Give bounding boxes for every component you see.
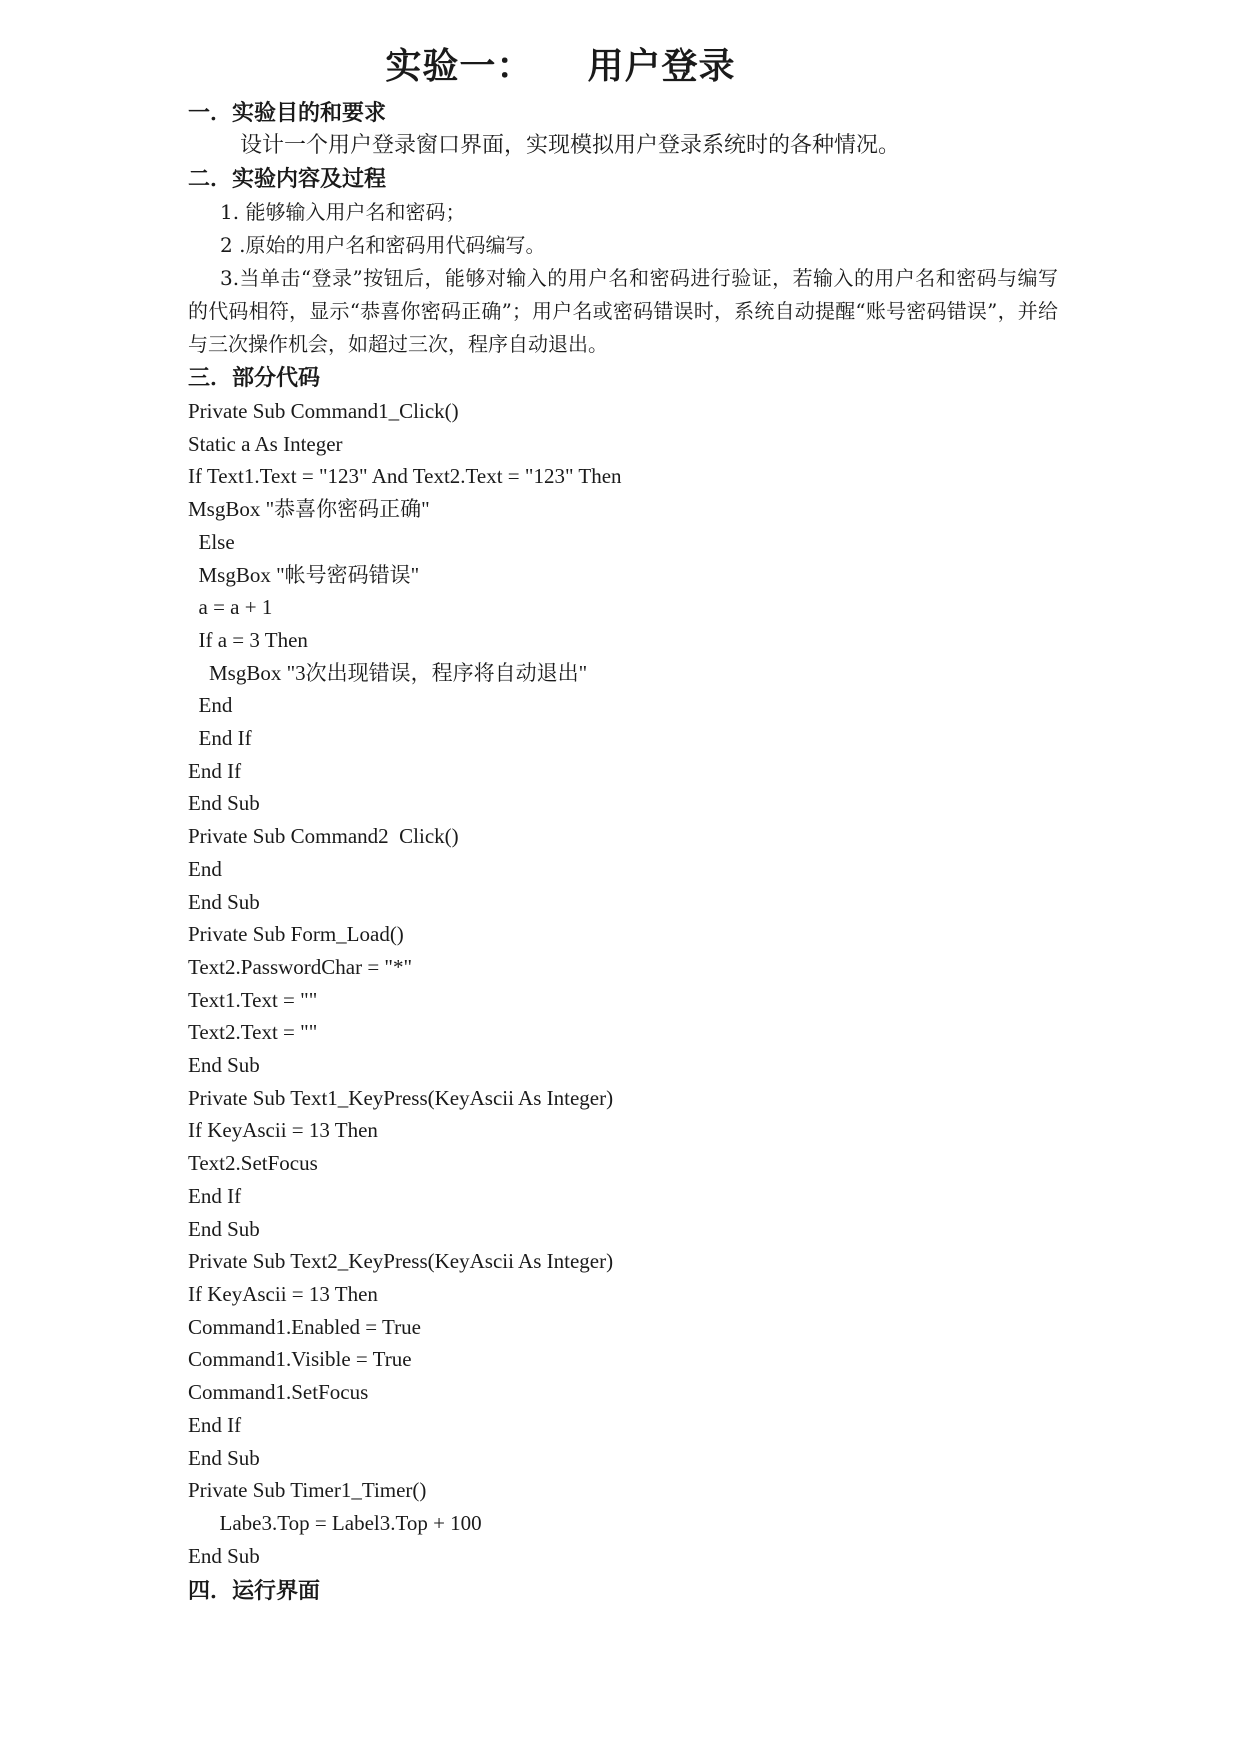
page-title: 实验一： 用户登录 [385, 46, 736, 87]
code-line: Text2.Text = "" [188, 1020, 318, 1045]
section-heading-process: 二．实验内容及过程 [188, 167, 387, 192]
section-heading-code: 三．部分代码 [188, 366, 321, 391]
code-line: Text2.SetFocus [188, 1151, 318, 1176]
code-line: MsgBox "帐号密码错误" [188, 562, 420, 587]
code-line: Text1.Text = "" [188, 987, 318, 1012]
code-line: Private Sub Text2_KeyPress(KeyAscii As Integer) [188, 1249, 614, 1274]
code-line: Private Sub Timer1_Timer() [188, 1478, 427, 1503]
code-line: End Sub [188, 1216, 260, 1241]
code-line: Else [188, 529, 235, 554]
code-line: Private Sub Form_Load() [188, 922, 404, 947]
code-line: Text2.PasswordChar = "*" [188, 954, 413, 979]
code-block [188, 395, 1058, 1572]
code-line: End If [188, 1183, 242, 1208]
code-line: Private Sub Command2 Click() [188, 824, 459, 849]
code-line: If Text1.Text = "123" And Text2.Text = "123" Then [188, 464, 622, 489]
code-line: Command1.Enabled = True [188, 1314, 421, 1339]
code-line: End Sub [188, 1053, 260, 1078]
code-line: Static a As Integer [188, 431, 343, 456]
code-line: If a = 3 Then [188, 627, 308, 652]
section-heading-purpose: 一．实验目的和要求 [188, 101, 387, 126]
code-line: Command1.SetFocus [188, 1380, 369, 1405]
code-line: End Sub [188, 1445, 260, 1470]
code-line: End If [188, 726, 252, 751]
code-line: End [188, 856, 222, 881]
code-line: MsgBox "3次出现错误，程序将自动退出" [188, 660, 588, 685]
code-line: If KeyAscii = 13 Then [188, 1118, 378, 1143]
section-heading-run: 四．运行界面 [188, 1579, 321, 1605]
process-item-2: 2 .原始的用户名和密码用代码编写。 [220, 233, 546, 257]
process-item-3: 3.当单击“登录”按钮后，能够对输入的用户名和密码进行验证，若输入的用户名和密码与编写的代码相符，显示“恭喜你密码正确”；用户名或密码错误时，系统自动提醒“账号密码错误”，并给与三次操作机会，如超过三次，程序自动退出。 [188, 266, 1058, 356]
code-line: Private Sub Command1_Click() [188, 399, 459, 423]
code-line: End If [188, 1412, 242, 1437]
code-line: a = a + 1 [188, 595, 273, 620]
code-line: MsgBox "恭喜你密码正确" [188, 497, 430, 522]
document-body [188, 98, 1058, 1608]
code-line: If KeyAscii = 13 Then [188, 1281, 378, 1306]
code-line: End Sub [188, 889, 260, 914]
code-line: Labe3.Top = Label3.Top + 100 [188, 1510, 482, 1535]
code-line: End [188, 693, 233, 718]
code-line: Private Sub Text1_KeyPress(KeyAscii As Integer) [188, 1085, 614, 1110]
code-line: Command1.Visible = True [188, 1347, 412, 1372]
code-line: End Sub [188, 1543, 260, 1568]
code-line: End Sub [188, 791, 260, 816]
code-line: End If [188, 758, 242, 783]
process-item-1: 1. 能够输入用户名和密码； [220, 200, 466, 224]
purpose-text: 设计一个用户登录窗口界面，实现模拟用户登录系统时的各种情况。 [240, 133, 901, 158]
